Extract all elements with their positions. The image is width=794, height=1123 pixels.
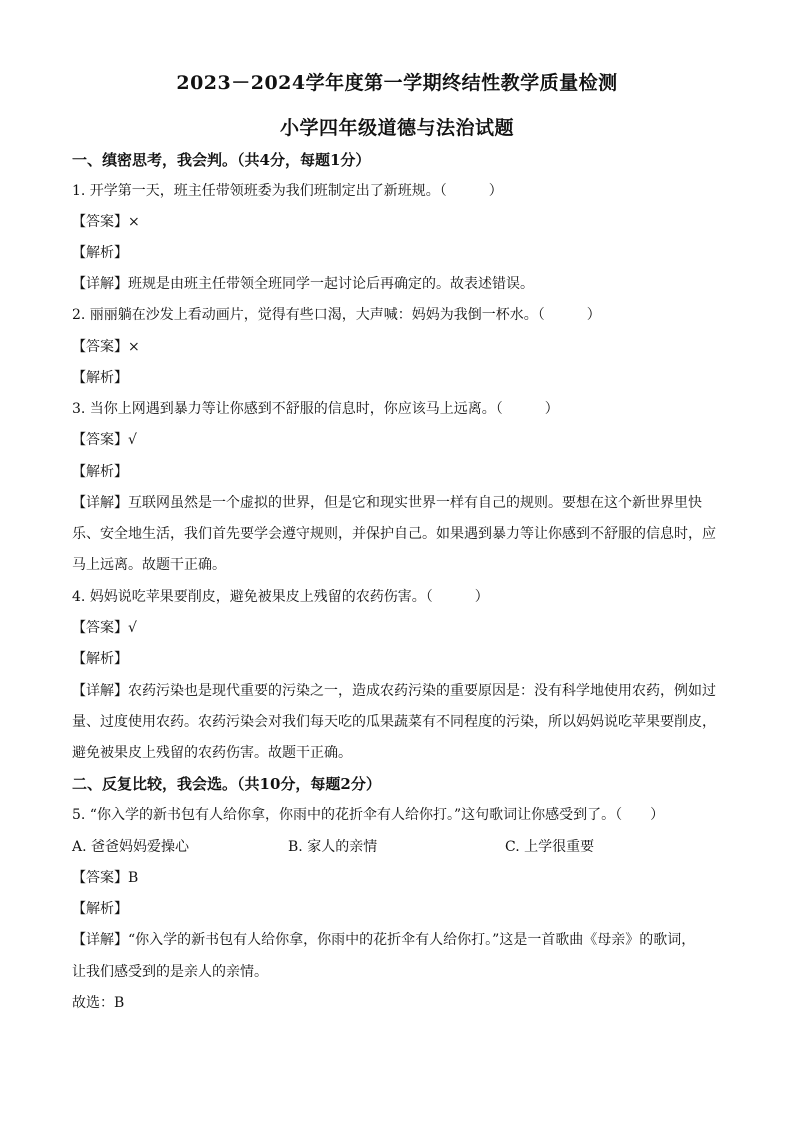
option-b: B. 家人的亲情 — [288, 839, 378, 855]
detail-5-line-1: 【详解】“你入学的新书包有人给你拿，你雨中的花折伞有人给你打。”这是一首歌曲《母亲》的歌词， — [72, 932, 696, 948]
analysis-5: 【解析】 — [72, 901, 128, 917]
answer-3: 【答案】√ — [72, 432, 137, 448]
analysis-2: 【解析】 — [72, 370, 128, 386]
section-heading-choose: 二、反复比较，我会选。（共10分，每题2分） — [72, 775, 381, 793]
question-1: 1. 开学第一天，班主任带领班委为我们班制定出了新班规。（ ） — [72, 183, 503, 199]
answer-1: 【答案】× — [72, 214, 140, 230]
answer-2: 【答案】× — [72, 339, 140, 355]
option-c: C. 上学很重要 — [505, 839, 595, 855]
detail-4-line-1: 【详解】农药污染也是现代重要的污染之一，造成农药污染的重要原因是：没有科学地使用农药，例如过 — [72, 683, 716, 699]
detail-4-line-3: 避免被果皮上残留的农药伤害。故题干正确。 — [72, 745, 352, 761]
detail-1: 【详解】班规是由班主任带领全班同学一起讨论后再确定的。故表述错误。 — [72, 276, 534, 292]
analysis-1: 【解析】 — [72, 245, 128, 261]
detail-3-line-2: 乐、安全地生活，我们首先要学会遵守规则，并保护自己。如果遇到暴力等让你感到不舒服的信息时，应 — [72, 526, 716, 542]
document-subtitle: 小学四年级道德与法治试题 — [279, 117, 514, 139]
section-heading-judge: 一、缜密思考，我会判。（共4分，每题1分） — [72, 151, 371, 169]
question-5: 5. “你入学的新书包有人给你拿，你雨中的花折伞有人给你打。”这句歌词让你感受到了。（ ） — [72, 807, 665, 823]
detail-3-line-1: 【详解】互联网虽然是一个虚拟的世界，但是它和现实世界一样有自己的规则。要想在这个新世界里快 — [72, 495, 702, 511]
document-title: 2023－2024学年度第一学期终结性教学质量检测 — [176, 72, 618, 94]
final-choice: 故选：B — [72, 995, 125, 1011]
detail-4-line-2: 量、过度使用农药。农药污染会对我们每天吃的瓜果蔬菜有不同程度的污染，所以妈妈说吃苹果要削皮， — [72, 714, 716, 730]
question-4: 4. 妈妈说吃苹果要削皮，避免被果皮上残留的农药伤害。（ ） — [72, 589, 489, 605]
detail-3-line-3: 马上远离。故题干正确。 — [72, 557, 226, 573]
detail-5-line-2: 让我们感受到的是亲人的亲情。 — [72, 964, 268, 980]
option-a: A. 爸爸妈妈爱操心 — [72, 839, 190, 855]
analysis-4: 【解析】 — [72, 651, 128, 667]
analysis-3: 【解析】 — [72, 464, 128, 480]
answer-4: 【答案】√ — [72, 620, 137, 636]
question-2: 2. 丽丽躺在沙发上看动画片，觉得有些口渴，大声喊：妈妈为我倒一杯水。（ ） — [72, 307, 601, 323]
answer-5: 【答案】B — [72, 870, 139, 886]
question-3: 3. 当你上网遇到暴力等让你感到不舒服的信息时，你应该马上远离。（ ） — [72, 401, 559, 417]
